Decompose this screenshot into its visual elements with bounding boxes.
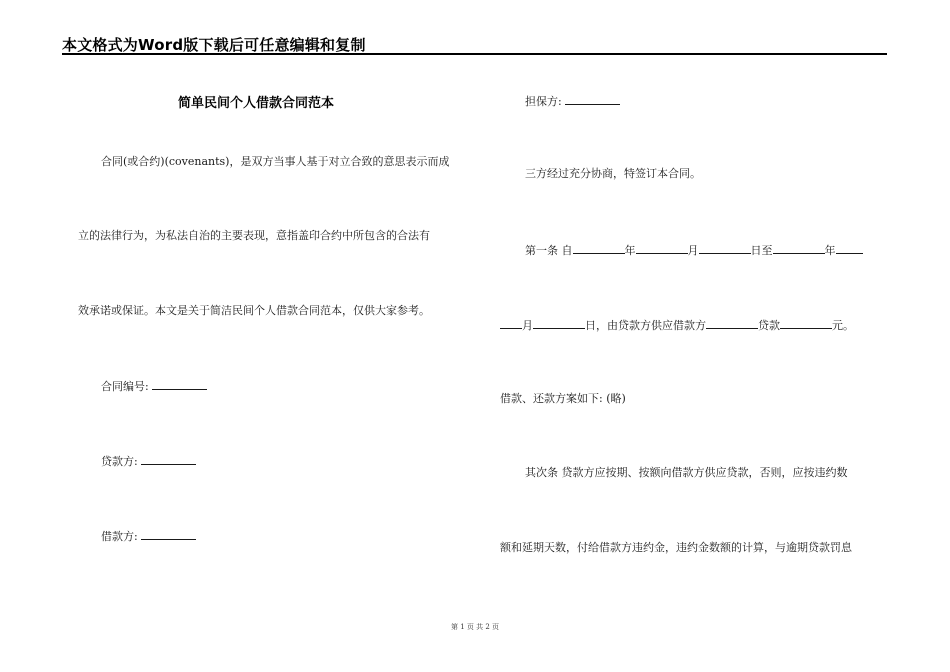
borrower-blank: [141, 528, 196, 540]
start-month-blank: [636, 242, 688, 254]
lender-field: [101, 453, 196, 469]
month-unit-2: 月: [522, 319, 533, 332]
lender-blank: [141, 453, 196, 465]
guarantor-label: 担保方:: [525, 95, 562, 108]
loan-type-blank: [706, 317, 758, 329]
intro-paragraph-line-2: 立的法律行为，为私法自治的主要表现，意指盖印合约中所包含的合法有: [78, 229, 430, 242]
contract-number-field: [101, 378, 207, 394]
yuan-unit: 元。: [832, 319, 854, 332]
end-day-blank: [533, 317, 585, 329]
article-1-line-1: [525, 242, 863, 258]
year-unit-2: 年: [824, 244, 836, 257]
start-year-blank: [573, 242, 625, 254]
guarantor-blank: [565, 93, 620, 105]
guarantor-field: [525, 93, 620, 109]
page-indicator: 第 1 页 共 2 页: [450, 623, 500, 631]
article-1-line-2: [500, 317, 854, 333]
contract-number-label: 合同编号:: [101, 380, 149, 393]
end-year-blank: [773, 242, 825, 254]
article-1-prefix: 第一条 自: [525, 244, 573, 257]
end-month-blank-start: [836, 242, 863, 254]
page-header-title: 本文格式为Word版下载后可任意编辑和复制: [62, 36, 366, 54]
end-month-blank-cont: [500, 317, 522, 329]
borrower-label: 借款方:: [101, 530, 138, 543]
year-unit: 年: [624, 244, 636, 257]
article-2-line-1: 其次条 贷款方应按期、按额向借款方供应贷款，否则，应按违约数: [525, 466, 848, 479]
header-divider: [62, 53, 887, 55]
borrower-field: [101, 528, 196, 544]
intro-paragraph-line-3: 效承诺或保证。本文是关于简洁民间个人借款合同范本，仅供大家参考。: [78, 304, 430, 317]
lender-label: 贷款方:: [101, 455, 138, 468]
contract-number-blank: [152, 378, 207, 390]
day-to-text: 日至: [750, 244, 773, 257]
start-day-blank: [699, 242, 751, 254]
provide-loan-text: 日，由贷款方供应借款方: [585, 319, 706, 332]
loan-text: 贷款: [758, 319, 780, 332]
repayment-plan: 借款、还款方案如下: (略): [500, 392, 626, 405]
intro-paragraph-line-1: 合同(或合约)(covenants)，是双方当事人基于对立合致的意思表示而成: [101, 155, 450, 168]
article-2-line-2: 额和延期天数，付给借款方违约金，违约金数额的计算，与逾期贷款罚息: [500, 541, 852, 554]
loan-amount-blank: [780, 317, 832, 329]
document-title: 简单民间个人借款合同范本: [178, 96, 335, 111]
month-unit: 月: [687, 244, 699, 257]
agreement-statement: 三方经过充分协商，特签订本合同。: [525, 167, 701, 180]
